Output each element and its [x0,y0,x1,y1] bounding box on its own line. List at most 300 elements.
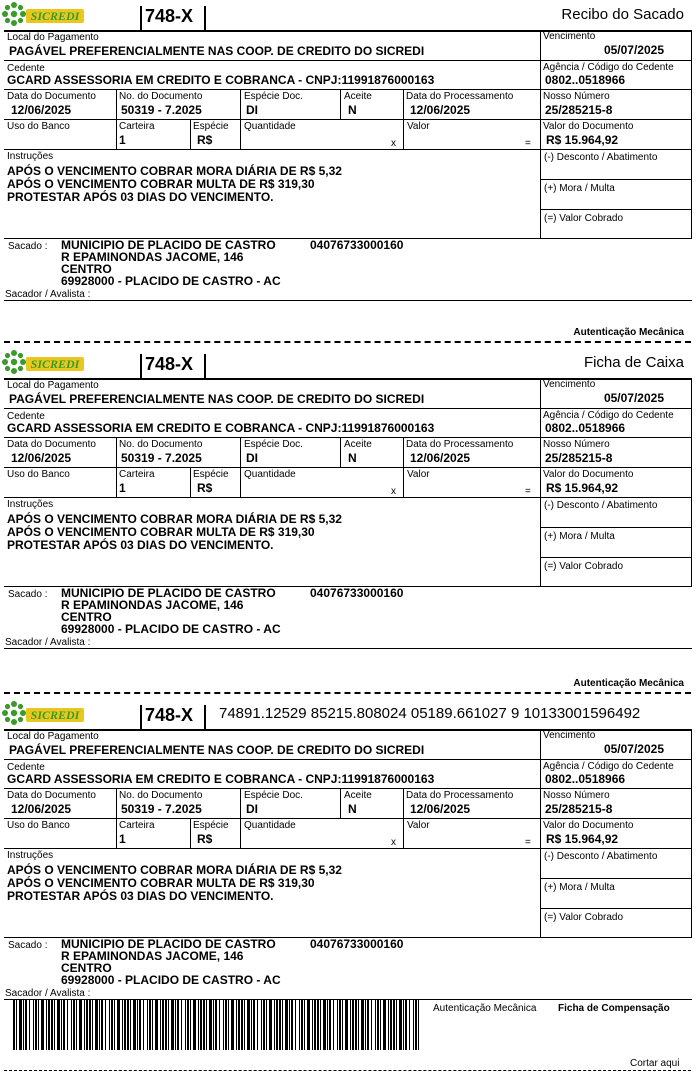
barcode-bar [139,1000,141,1050]
barcode-bar [19,1000,22,1050]
rule [190,467,191,497]
data-processamento-label: Data do Processamento [406,790,514,801]
data-processamento-value: 12/06/2025 [410,451,471,465]
barcode-bar [405,1000,407,1050]
barcode-bar [241,1000,243,1050]
barcode-bar [16,1000,17,1050]
section-title: Ficha de Caixa [583,354,684,371]
x-mark: x [391,837,396,848]
nosso-numero-label: Nosso Número [543,790,610,801]
especie-value: R$ [197,133,213,147]
rule [403,89,404,149]
barcode-bar [187,1000,189,1050]
quantidade-label: Quantidade [244,820,296,831]
barcode-bar [371,1000,372,1050]
mora-label: (+) Mora / Multa [544,183,615,194]
header-divider [140,705,142,729]
carteira-value: 1 [119,481,126,495]
local-pagamento-value: PAGÁVEL PREFERENCIALMENTE NAS COOP. DE CREDITO DO SICREDI [9,743,425,757]
barcode-bar [168,1000,169,1050]
sacado-cnpj: 04076733000160 [310,586,404,600]
agencia-label: Agência / Código do Cedente [543,410,674,421]
barcode-bar [33,1000,34,1050]
instrucao-line: PROTESTAR APÓS 03 DIAS DO VENCIMENTO. [7,190,274,204]
rule [4,848,692,849]
sacado-endereco: R EPAMINONDAS JACOME, 146 [61,598,244,612]
barcode-bar [137,1000,138,1050]
sacado-bairro: CENTRO [61,262,112,276]
barcode-bar [23,1000,24,1050]
x-mark: x [391,138,396,149]
quantidade-label: Quantidade [244,469,296,480]
cedente-value: GCARD ASSESSORIA EM CREDITO E COBRANCA - CNPJ:11991876000163 [7,421,435,435]
cedente-label: Cedente [7,63,45,74]
valor-label: Valor [407,469,430,480]
barcode-bar [203,1000,205,1050]
rule [540,378,541,586]
barcode-bar [409,1000,410,1050]
header-divider [204,6,206,30]
data-processamento-value: 12/06/2025 [410,103,471,117]
barcode-bar [403,1000,404,1050]
valor-documento-label: Valor do Documento [543,820,634,831]
quantidade-label: Quantidade [244,121,296,132]
barcode-bar [365,1000,366,1050]
autenticacao-mecanica-label: Autenticação Mecânica [573,678,684,689]
sacado-bairro: CENTRO [61,961,112,975]
carteira-value: 1 [119,832,126,846]
aceite-label: Aceite [344,439,372,450]
instrucao-line: APÓS O VENCIMENTO COBRAR MORA DIÁRIA DE R$ 5,32 [7,512,342,526]
rule [240,437,241,497]
barcode-bar [133,1000,136,1050]
barcode-bar [160,1000,161,1050]
valor-documento-value: R$ 15.964,92 [546,481,619,495]
rule [4,60,692,61]
rule [691,30,692,238]
rule [4,497,692,498]
valor-cobrado-label: (=) Valor Cobrado [544,561,624,572]
barcode-bar [41,1000,44,1050]
barcode-bar [304,1000,305,1050]
local-pagamento-label: Local do Pagamento [7,32,99,43]
barcode-bar [251,1000,252,1050]
barcode-bar [329,1000,331,1050]
rule [340,437,341,467]
barcode-bar [377,1000,379,1050]
barcode-bar [92,1000,93,1050]
cedente-label: Cedente [7,762,45,773]
sacado-label: Sacado : [8,589,48,600]
aceite-label: Aceite [344,91,372,102]
rule [540,729,541,937]
desconto-label: (-) Desconto / Abatimento [544,152,658,163]
carteira-label: Carteira [119,121,155,132]
barcode-bar [312,1000,313,1050]
barcode-bar [228,1000,229,1050]
desconto-label: (-) Desconto / Abatimento [544,851,658,862]
rule [4,408,692,409]
header-divider [140,6,142,30]
especie-doc-value: DI [246,451,258,465]
barcode-bar [61,1000,62,1050]
barcode-bar [38,1000,39,1050]
barcode-bar [54,1000,55,1050]
especie-label: Espécie [193,121,229,132]
barcode-bar [323,1000,326,1050]
rule [240,788,241,848]
barcode-bar [418,1000,419,1050]
bank-code: 748-X [145,354,194,374]
barcode-bar [276,1000,278,1050]
header-divider [204,705,206,729]
cut-line [4,341,691,343]
rule [691,378,692,586]
barcode-bar [143,1000,144,1050]
barcode-bar [337,1000,338,1050]
barcode-bar [299,1000,300,1050]
instrucao-line: APÓS O VENCIMENTO COBRAR MULTA DE R$ 319,30 [7,876,315,890]
barcode-bar [76,1000,77,1050]
barcode-bar [415,1000,417,1050]
barcode-bar [244,1000,245,1050]
rule [4,437,692,438]
instrucao-line: APÓS O VENCIMENTO COBRAR MORA DIÁRIA DE R$ 5,32 [7,164,342,178]
local-pagamento-label: Local do Pagamento [7,380,99,391]
barcode-bar [57,1000,60,1050]
data-processamento-label: Data do Processamento [406,439,514,450]
valor-documento-value: R$ 15.964,92 [546,133,619,147]
barcode-bar [320,1000,321,1050]
uso-banco-label: Uso do Banco [7,820,70,831]
barcode-bar [413,1000,414,1050]
instrucoes-label: Instruções [7,151,54,162]
barcode-bar [263,1000,265,1050]
instrucao-line: APÓS O VENCIMENTO COBRAR MULTA DE R$ 319,30 [7,525,315,539]
carteira-label: Carteira [119,820,155,831]
nosso-numero-label: Nosso Número [543,439,610,450]
barcode-bar [117,1000,120,1050]
instrucao-line: APÓS O VENCIMENTO COBRAR MORA DIÁRIA DE R$ 5,32 [7,863,342,877]
especie-doc-label: Espécie Doc. [244,439,303,450]
barcode-bar [48,1000,50,1050]
barcode-bar [46,1000,47,1050]
barcode-bar [327,1000,328,1050]
boleto-section-caixa [0,348,697,658]
barcode-bar [396,1000,397,1050]
local-pagamento-value: PAGÁVEL PREFERENCIALMENTE NAS COOP. DE CREDITO DO SICREDI [9,44,425,58]
vencimento-value: 05/07/2025 [603,742,664,756]
sacado-cnpj: 04076733000160 [310,238,404,252]
barcode-bar [285,1000,288,1050]
vencimento-value: 05/07/2025 [603,43,664,57]
barcode-bar [190,1000,191,1050]
barcode-bar [147,1000,148,1050]
barcode-bar [383,1000,386,1050]
aceite-value: N [348,451,357,465]
data-processamento-label: Data do Processamento [406,91,514,102]
barcode-bar [165,1000,167,1050]
barcode-bar [130,1000,131,1050]
valor-cobrado-label: (=) Valor Cobrado [544,912,624,923]
vencimento-label: Vencimento [543,31,596,42]
vencimento-label: Vencimento [543,379,596,390]
barcode-bar [219,1000,220,1050]
especie-label: Espécie [193,820,229,831]
barcode-bar [274,1000,275,1050]
barcode-bar [171,1000,174,1050]
barcode-bar [289,1000,290,1050]
barcode-bar [109,1000,110,1050]
agencia-label: Agência / Código do Cedente [543,62,674,73]
especie-value: R$ [197,832,213,846]
rule [4,648,692,649]
cortar-aqui-label: Cortar aqui [630,1058,680,1069]
no-documento-value: 50319 - 7.2025 [121,103,202,117]
cut-line [4,1070,691,1071]
barcode-bar [238,1000,240,1050]
valor-documento-label: Valor do Documento [543,469,634,480]
barcode-bar [213,1000,214,1050]
especie-doc-value: DI [246,802,258,816]
sacado-cidade: 69928000 - PLACIDO DE CASTRO - AC [61,622,281,636]
barcode-bar [375,1000,376,1050]
rule [540,878,692,879]
boleto-section-recibo [0,0,697,310]
barcode-bar [279,1000,281,1050]
barcode-bar [355,1000,357,1050]
barcode-bar [317,1000,319,1050]
logo-text: SICREDI [30,357,80,371]
rule [4,818,692,819]
rule [116,788,117,848]
barcode-bar [185,1000,186,1050]
local-pagamento-value: PAGÁVEL PREFERENCIALMENTE NAS COOP. DE CREDITO DO SICREDI [9,392,425,406]
rule [116,437,117,497]
barcode-bar [350,1000,351,1050]
barcode-bar [200,1000,202,1050]
barcode-bar [291,1000,293,1050]
barcode-bar [114,1000,115,1050]
barcode-bar [95,1000,98,1050]
barcode-bar [358,1000,359,1050]
agencia-value: 0802..0518966 [545,73,626,87]
barcode-bar [71,1000,72,1050]
barcode-bar [198,1000,199,1050]
rule [540,30,541,238]
barcode-bar [361,1000,364,1050]
barcode-bar [181,1000,182,1050]
rule [403,437,404,497]
sicredi-logo [0,348,86,376]
cedente-label: Cedente [7,411,45,422]
agencia-value: 0802..0518966 [545,421,626,435]
instrucao-line: APÓS O VENCIMENTO COBRAR MULTA DE R$ 319,30 [7,177,315,191]
rule [540,557,692,558]
sacado-endereco: R EPAMINONDAS JACOME, 146 [61,949,244,963]
barcode-bar [339,1000,341,1050]
sacado-endereco: R EPAMINONDAS JACOME, 146 [61,250,244,264]
barcode-bar [86,1000,88,1050]
section-title: Recibo do Sacado [561,6,684,23]
sacador-label: Sacador / Avalista : [5,988,91,999]
agencia-label: Agência / Código do Cedente [543,761,674,772]
sacado-nome: MUNICIPIO DE PLACIDO DE CASTRO [61,586,276,600]
barcode-bar [247,1000,250,1050]
especie-doc-label: Espécie Doc. [244,790,303,801]
rule [4,467,692,468]
barcode-bar [393,1000,395,1050]
nosso-numero-value: 25/285215-8 [545,103,613,117]
rule [4,759,692,760]
sacador-label: Sacador / Avalista : [5,637,91,648]
sacado-nome: MUNICIPIO DE PLACIDO DE CASTRO [61,238,276,252]
autenticacao-footer-label: Autenticação Mecânica [433,1003,537,1014]
rule [4,149,692,150]
barcode-bar [342,1000,343,1050]
aceite-value: N [348,802,357,816]
rule [116,89,117,149]
barcode-bar [388,1000,389,1050]
barcode-bar [63,1000,65,1050]
rule [190,818,191,848]
barcode-bar [399,1000,402,1050]
rule [403,788,404,848]
barcode-bar [257,1000,258,1050]
barcode-bar [152,1000,153,1050]
sicredi-logo [0,699,86,727]
header-divider [204,354,206,378]
vencimento-value: 05/07/2025 [603,391,664,405]
no-documento-label: No. do Documento [119,439,203,450]
barcode-bar [206,1000,207,1050]
cedente-value: GCARD ASSESSORIA EM CREDITO E COBRANCA - CNPJ:11991876000163 [7,772,435,786]
barcode-bar [101,1000,103,1050]
rule [340,788,341,818]
barcode-bar [193,1000,196,1050]
data-documento-label: Data do Documento [7,790,96,801]
nosso-numero-label: Nosso Número [543,91,610,102]
sacado-nome: MUNICIPIO DE PLACIDO DE CASTRO [61,937,276,951]
no-documento-value: 50319 - 7.2025 [121,451,202,465]
section-title: 74891.12529 85215.808024 05189.661027 9 10133001596492 [219,705,641,722]
barcode-bar [122,1000,123,1050]
barcode-bar [223,1000,224,1050]
instrucao-line: PROTESTAR APÓS 03 DIAS DO VENCIMENTO. [7,538,274,552]
valor-documento-label: Valor do Documento [543,121,634,132]
rule [340,89,341,119]
barcode-bar [215,1000,217,1050]
barcode-bar [84,1000,85,1050]
data-documento-value: 12/06/2025 [11,103,72,117]
barcode-bar [35,1000,37,1050]
sacado-bairro: CENTRO [61,610,112,624]
barcode-bar [261,1000,262,1050]
no-documento-label: No. do Documento [119,91,203,102]
barcode-bar [269,1000,272,1050]
ficha-compensacao-label: Ficha de Compensação [558,1003,670,1014]
bank-code: 748-X [145,705,194,725]
rule [540,179,692,180]
valor-documento-value: R$ 15.964,92 [546,832,619,846]
barcode-bar [282,1000,283,1050]
sacado-cidade: 69928000 - PLACIDO DE CASTRO - AC [61,274,281,288]
boleto-section-compensacao [0,699,697,1009]
mora-label: (+) Mora / Multa [544,531,615,542]
rule [4,119,692,120]
cedente-value: GCARD ASSESSORIA EM CREDITO E COBRANCA - CNPJ:11991876000163 [7,73,435,87]
barcode-bar [25,1000,27,1050]
instrucao-line: PROTESTAR APÓS 03 DIAS DO VENCIMENTO. [7,889,274,903]
barcode-bar [13,1000,15,1050]
barcode-bar [162,1000,164,1050]
barcode-bar [79,1000,82,1050]
rule [540,527,692,528]
sacado-cnpj: 04076733000160 [310,937,404,951]
barcode-bar [333,1000,334,1050]
agencia-value: 0802..0518966 [545,772,626,786]
barcode-bar [67,1000,68,1050]
sacado-label: Sacado : [8,241,48,252]
sacado-cidade: 69928000 - PLACIDO DE CASTRO - AC [61,973,281,987]
header-divider [140,354,142,378]
no-documento-label: No. do Documento [119,790,203,801]
desconto-label: (-) Desconto / Abatimento [544,500,658,511]
barcode-bar [380,1000,381,1050]
rule [190,119,191,149]
barcode-bar [295,1000,296,1050]
barcode-bar [301,1000,303,1050]
barcode-bar [124,1000,126,1050]
barcode-bar [231,1000,234,1050]
nosso-numero-value: 25/285215-8 [545,802,613,816]
eq-mark: = [525,138,531,149]
barcode-bar [253,1000,255,1050]
vencimento-label: Vencimento [543,730,596,741]
mora-label: (+) Mora / Multa [544,882,615,893]
bank-code: 748-X [145,6,194,26]
sicredi-logo [0,0,86,28]
uso-banco-label: Uso do Banco [7,121,70,132]
data-processamento-value: 12/06/2025 [410,802,471,816]
barcode-bar [175,1000,176,1050]
sacador-label: Sacador / Avalista : [5,289,91,300]
data-documento-value: 12/06/2025 [11,802,72,816]
barcode-bar [155,1000,158,1050]
barcode-bar [105,1000,106,1050]
barcode-bar [367,1000,369,1050]
valor-cobrado-label: (=) Valor Cobrado [544,213,624,224]
instrucoes-label: Instruções [7,850,54,861]
barcode-bar [99,1000,100,1050]
aceite-value: N [348,103,357,117]
barcode-bar [236,1000,237,1050]
especie-doc-label: Espécie Doc. [244,91,303,102]
rule [540,209,692,210]
carteira-value: 1 [119,133,126,147]
rule [4,300,692,301]
nosso-numero-value: 25/285215-8 [545,451,613,465]
data-documento-value: 12/06/2025 [11,451,72,465]
x-mark: x [391,486,396,497]
especie-doc-value: DI [246,103,258,117]
barcode-bar [111,1000,113,1050]
barcode-bar [89,1000,91,1050]
uso-banco-label: Uso do Banco [7,469,70,480]
barcode-bar [225,1000,227,1050]
barcode [13,1000,421,1050]
instrucoes-label: Instruções [7,499,54,510]
